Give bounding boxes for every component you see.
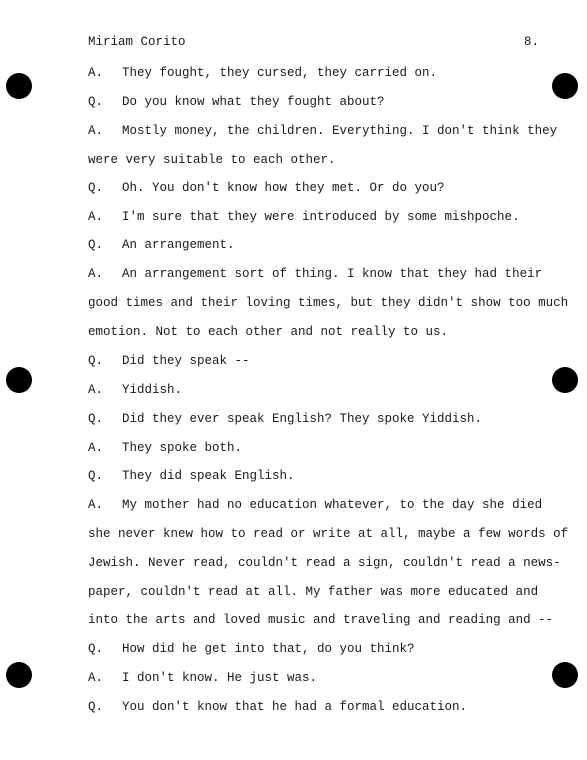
punch-hole-right-bottom bbox=[552, 662, 578, 688]
transcript-line bbox=[88, 582, 548, 602]
line-text: into the arts and loved music and traveling and reading and -- bbox=[88, 613, 554, 627]
speaker-label: Q. bbox=[88, 642, 104, 656]
transcript-line bbox=[88, 150, 548, 170]
transcript-line bbox=[88, 322, 548, 342]
speaker-label: A. bbox=[88, 66, 104, 80]
line-text: she never knew how to read or write at all, maybe a few words of bbox=[88, 527, 569, 541]
transcript-line bbox=[88, 92, 548, 112]
transcript-line bbox=[88, 63, 548, 83]
transcript-line bbox=[88, 351, 548, 371]
line-text: paper, couldn't read at all. My father was more educated and bbox=[88, 585, 539, 599]
line-text: Jewish. Never read, couldn't read a sign, couldn't read a news- bbox=[88, 556, 561, 570]
speaker-label: Q. bbox=[88, 700, 104, 714]
page-header-name: Miriam Corito bbox=[88, 35, 186, 49]
speaker-label: A. bbox=[88, 124, 104, 138]
transcript-line bbox=[88, 264, 548, 284]
transcript-line bbox=[88, 610, 554, 630]
line-text: good times and their loving times, but they didn't show too much bbox=[88, 296, 569, 310]
transcript-line bbox=[88, 293, 569, 313]
line-text: How did he get into that, do you think? bbox=[122, 642, 415, 656]
transcript-line bbox=[88, 438, 548, 458]
speaker-label: A. bbox=[88, 441, 104, 455]
speaker-label: Q. bbox=[88, 354, 104, 368]
speaker-label: Q. bbox=[88, 469, 104, 483]
speaker-label: Q. bbox=[88, 95, 104, 109]
transcript-line bbox=[88, 524, 569, 544]
speaker-label: A. bbox=[88, 267, 104, 281]
transcript-line bbox=[88, 553, 561, 573]
transcript-line bbox=[88, 668, 548, 688]
transcript-line bbox=[88, 697, 548, 717]
line-text: I'm sure that they were introduced by some mishpoche. bbox=[122, 210, 520, 224]
transcript-line bbox=[88, 495, 548, 515]
line-text: emotion. Not to each other and not really to us. bbox=[88, 325, 449, 339]
line-text: Do you know what they fought about? bbox=[122, 95, 385, 109]
line-text: You don't know that he had a formal education. bbox=[122, 700, 468, 714]
transcript-line bbox=[88, 380, 548, 400]
line-text: They spoke both. bbox=[122, 441, 243, 455]
line-text: were very suitable to each other. bbox=[88, 153, 336, 167]
speaker-label: A. bbox=[88, 671, 104, 685]
line-text: Did they speak -- bbox=[122, 354, 250, 368]
line-text: Mostly money, the children. Everything. I don't think they bbox=[122, 124, 558, 138]
speaker-label: A. bbox=[88, 383, 104, 397]
transcript-line bbox=[88, 235, 548, 255]
speaker-label: Q. bbox=[88, 412, 104, 426]
line-text: They fought, they cursed, they carried on. bbox=[122, 66, 438, 80]
line-text: My mother had no education whatever, to the day she died bbox=[122, 498, 543, 512]
transcript-line bbox=[88, 409, 548, 429]
line-text: They did speak English. bbox=[122, 469, 295, 483]
line-text: An arrangement sort of thing. I know that they had their bbox=[122, 267, 543, 281]
transcript-line bbox=[88, 121, 558, 141]
transcript-line bbox=[88, 178, 548, 198]
speaker-label: Q. bbox=[88, 181, 104, 195]
line-text: Did they ever speak English? They spoke Yiddish. bbox=[122, 412, 483, 426]
page-number: 8. bbox=[524, 35, 540, 49]
punch-hole-left-top bbox=[6, 73, 32, 99]
punch-hole-right-middle bbox=[552, 367, 578, 393]
speaker-label: A. bbox=[88, 210, 104, 224]
transcript-line bbox=[88, 639, 548, 659]
line-text: An arrangement. bbox=[122, 238, 235, 252]
speaker-label: Q. bbox=[88, 238, 104, 252]
transcript-line bbox=[88, 466, 548, 486]
punch-hole-right-top bbox=[552, 73, 578, 99]
punch-hole-left-bottom bbox=[6, 662, 32, 688]
punch-hole-left-middle bbox=[6, 367, 32, 393]
speaker-label: A. bbox=[88, 498, 104, 512]
line-text: Yiddish. bbox=[122, 383, 183, 397]
line-text: I don't know. He just was. bbox=[122, 671, 318, 685]
transcript-line bbox=[88, 207, 548, 227]
line-text: Oh. You don't know how they met. Or do you? bbox=[122, 181, 445, 195]
